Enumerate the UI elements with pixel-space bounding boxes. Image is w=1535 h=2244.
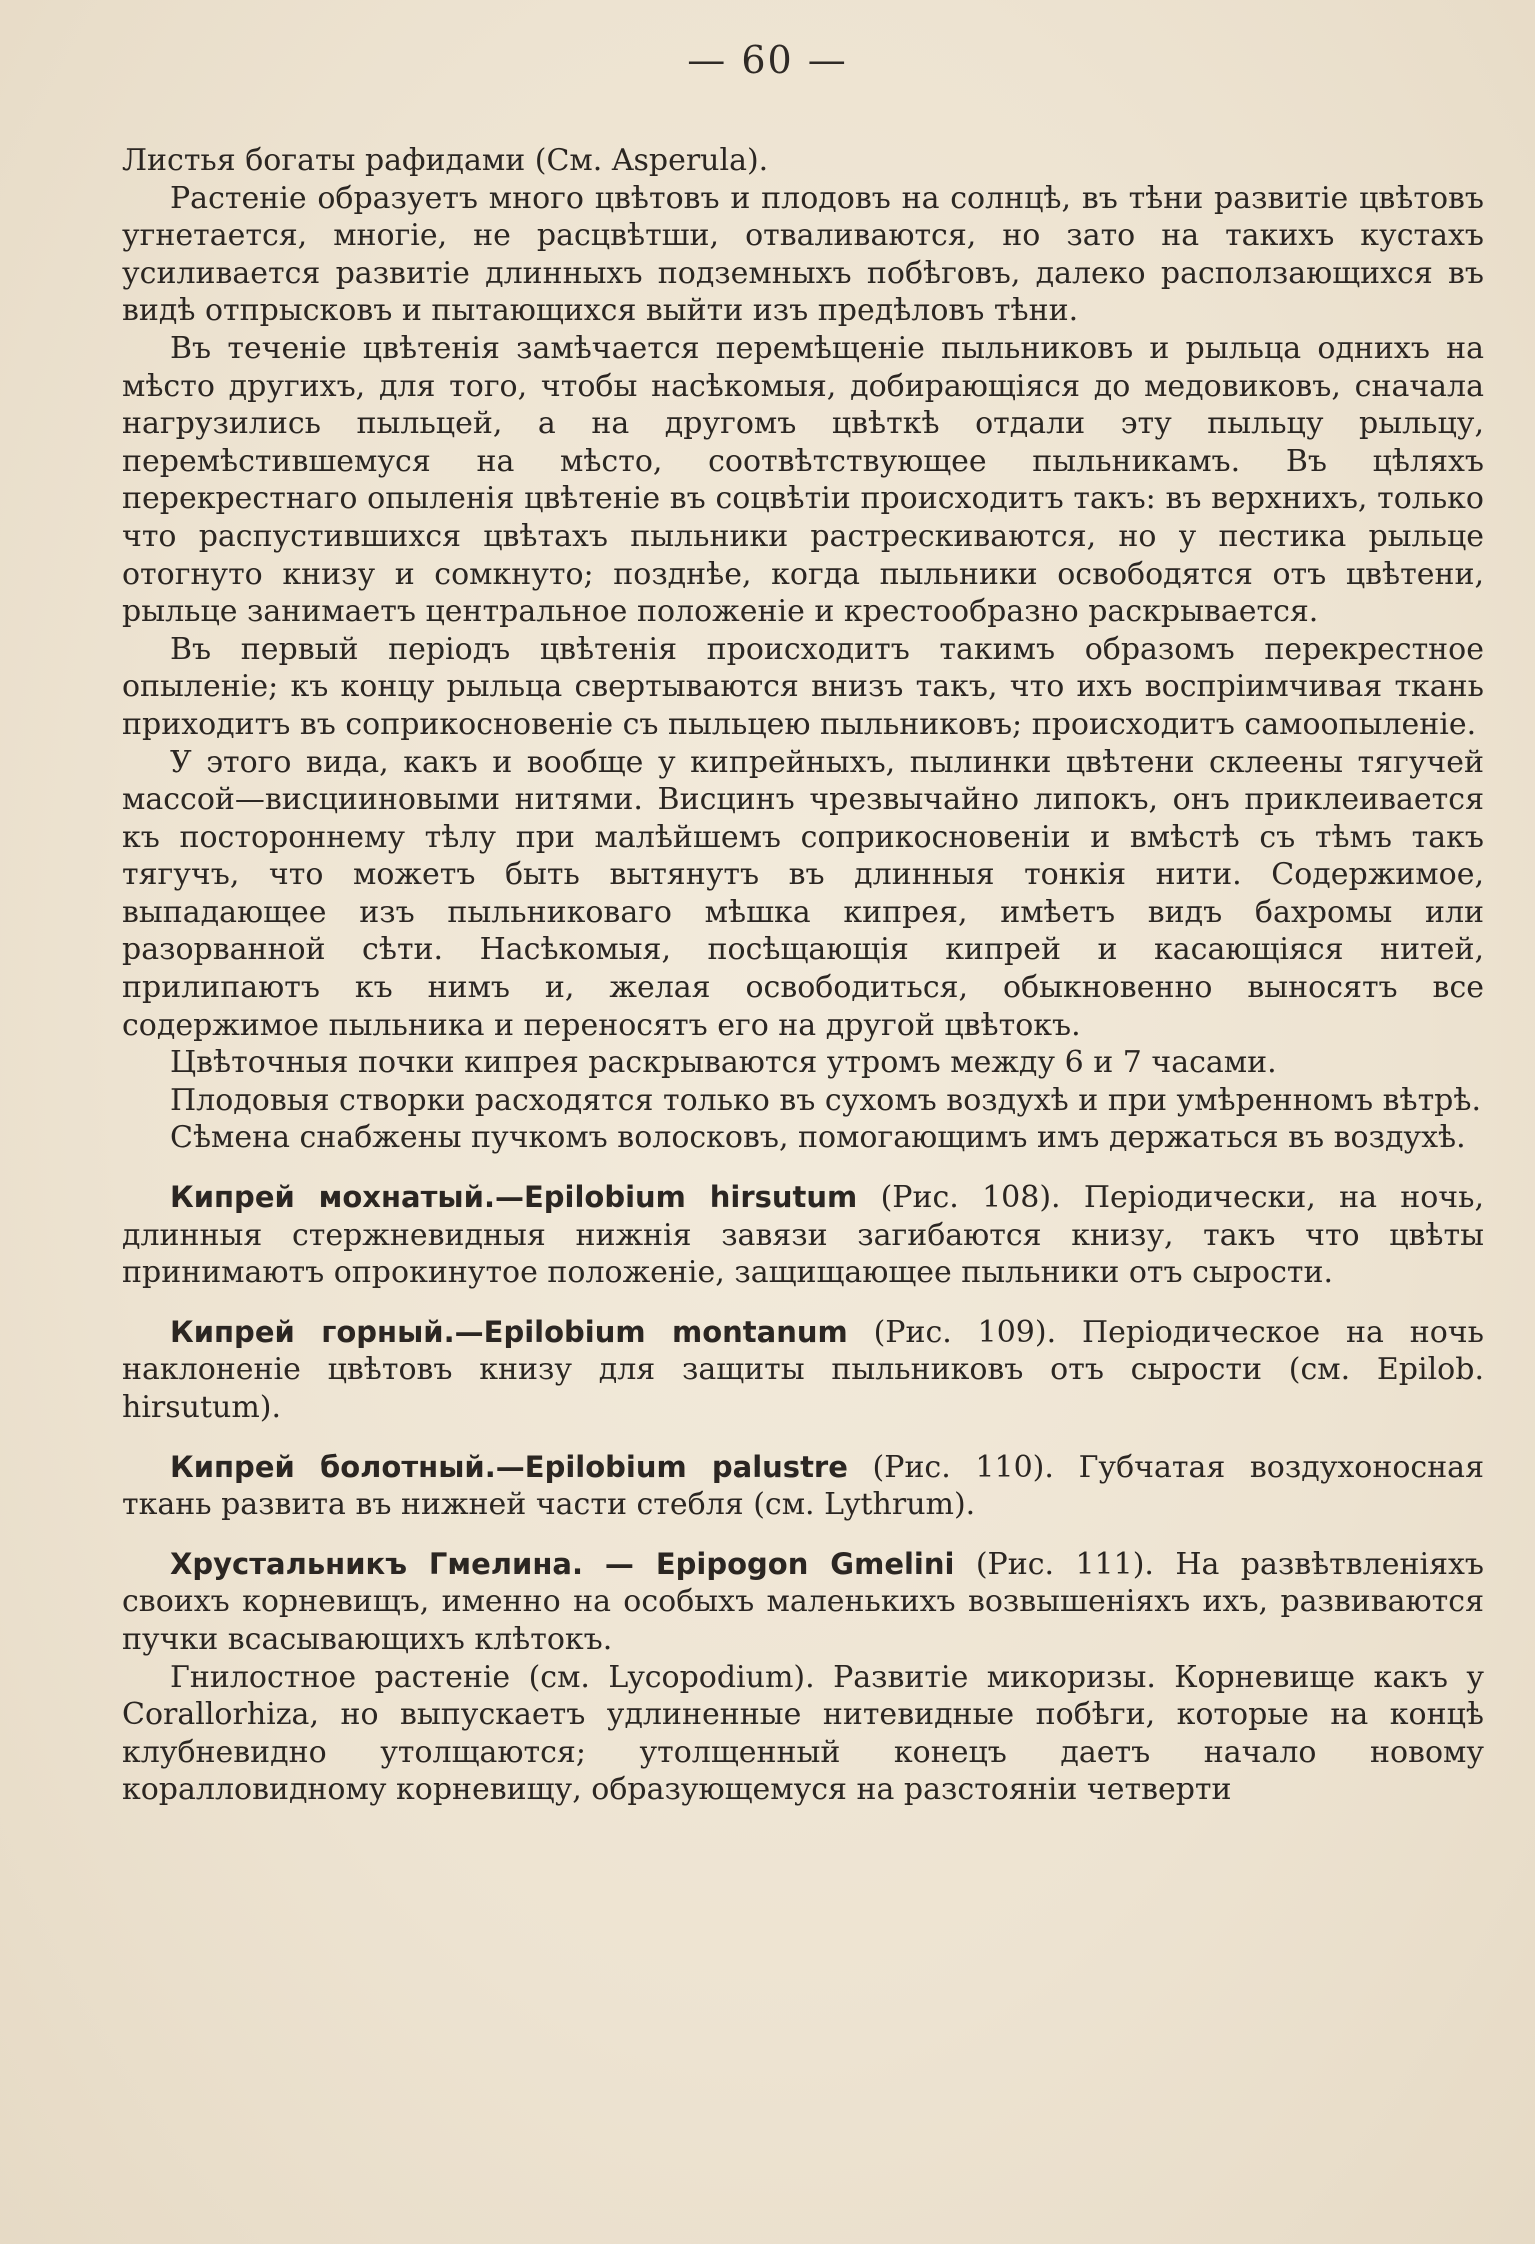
paragraph-first-period: Въ первый періодъ цвѣтенія происходитъ такимъ образомъ перекрестное опыленіе; къ концу рыльца свертываются внизъ такъ, что ихъ воспріимчивая ткань приходитъ въ соприкосновеніе съ пыльцею пыльниковъ; происходитъ самоопыленіе. (122, 631, 1484, 742)
entry-epilobium-montanum (122, 1314, 1484, 1427)
entry-epilobium-hirsutum (122, 1179, 1484, 1292)
entry-text: (Рис. 109). Періодическое на ночь наклоненіе цвѣтовъ книзу для защиты пыльниковъ отъ сырости (см. Epilob. hirsutum). (122, 1314, 1484, 1425)
paragraph-sun-shade: Растеніе образуетъ много цвѣтовъ и плодовъ на солнцѣ, въ тѣни развитіе цвѣтовъ угнетается, многіе, не расцвѣтши, отваливаются, но зато на такихъ кустахъ усиливается развитіе длинныхъ подземныхъ побѣговъ, далеко расползающихся въ видѣ отпрысковъ и пытающихся выйти изъ предѣловъ тѣни. (122, 180, 1484, 329)
paragraph-pollination-shift: Въ теченіе цвѣтенія замѣчается перемѣщеніе пыльниковъ и рыльца однихъ на мѣсто другихъ, для того, чтобы насѣкомыя, добирающіяся до медовиковъ, сначала нагрузились пыльцей, а на другомъ цвѣткѣ отдали эту пыльцу рыльцу, перемѣстившемуся на мѣсто, соотвѣтствующее пыльникамъ. Въ цѣляхъ перекрестнаго опыленія цвѣтеніе въ соцвѣтіи происходитъ такъ: въ верхнихъ, только что распустившихся цвѣтахъ пыльники растрескиваются, но у пестика рыльце отогнуто книзу и сомкнуто; позднѣе, когда пыльники освободятся отъ цвѣтени, рыльце занимаетъ центральное положеніе и крестообразно раскрывается. (122, 330, 1484, 630)
paragraph-buds: Цвѣточныя почки кипрея раскрываются утромъ между 6 и 7 часами. (170, 1045, 1277, 1081)
entry-epilobium-palustre (122, 1449, 1484, 1524)
page-number: — 60 — (687, 38, 848, 82)
paragraph-seeds: Сѣмена снабжены пучкомъ волосковъ, помогающимъ имъ держаться въ воздухѣ. (170, 1120, 1466, 1156)
entry-text: (Рис. 108). Періодически, на ночь, длинныя стержневидныя нижнія завязи загибаются книзу, такъ что цвѣты принимаютъ опрокинутое положеніе, защищающее пыльники отъ сырости. (122, 1180, 1485, 1291)
entry-text: (Рис. 111). На развѣтвленіяхъ своихъ корневищъ, именно на особыхъ маленькихъ возвышеніяхъ ихъ, развиваются пучки всасывающихъ клѣтокъ. (122, 1546, 1485, 1657)
paragraph-fruit-valves: Плодовыя створки расходятся только въ сухомъ воздухѣ и при умѣренномъ вѣтрѣ. (170, 1082, 1482, 1118)
entry-heading: Кипрей мохнатый.—Epilobium hirsutum (170, 1180, 858, 1215)
paragraph-viscin: У этого вида, какъ и вообще у кипрейныхъ, пылинки цвѣтени склеены тягучей массой—висцииновыми нитями. Висцинъ чрезвычайно липокъ, онъ приклеивается къ постороннему тѣлу при малѣйшемъ соприкосновеніи и вмѣстѣ съ тѣмъ такъ тягучъ, что можетъ быть вытянутъ въ длинныя тонкія нити. Содержимое, выпадающее изъ пыльниковаго мѣшка кипрея, имѣетъ видъ бахромы или разорванной сѣти. Насѣкомыя, посѣщающія кипрей и касающіяся нитей, прилипаютъ къ нимъ и, желая освободиться, обыкновенно выносятъ все содержимое пыльника и переносятъ его на другой цвѣтокъ. (122, 744, 1484, 1043)
entry-heading: Кипрей горный.—Epilobium montanum (170, 1314, 848, 1349)
entry-heading: Кипрей болотный.—Epilobium palustre (170, 1449, 848, 1484)
paragraph-saprophyte: Гнилостное растеніе (см. Lycopodium). Развитіе микоризы. Корневище какъ у Corallorhiza, но выпускаетъ удлиненные нитевидные побѣги, которые на концѣ клубневидно утолщаются; утолщенный конецъ даетъ начало новому коралловидному корневищу, образующемуся на разстояніи четверти (122, 1659, 1484, 1808)
body-text (122, 142, 1484, 1809)
entry-heading: Хрустальникъ Гмелина. — Epipogon Gmelini (170, 1546, 955, 1581)
entry-text: (Рис. 110). Губчатая воздухоносная ткань развита въ нижней части стебля (см. Lythrum). (122, 1449, 1484, 1523)
paragraph-asperula: Листья богаты рафидами (См. Asperula). (122, 143, 769, 178)
entry-epipogon-gmelini (122, 1546, 1484, 1659)
